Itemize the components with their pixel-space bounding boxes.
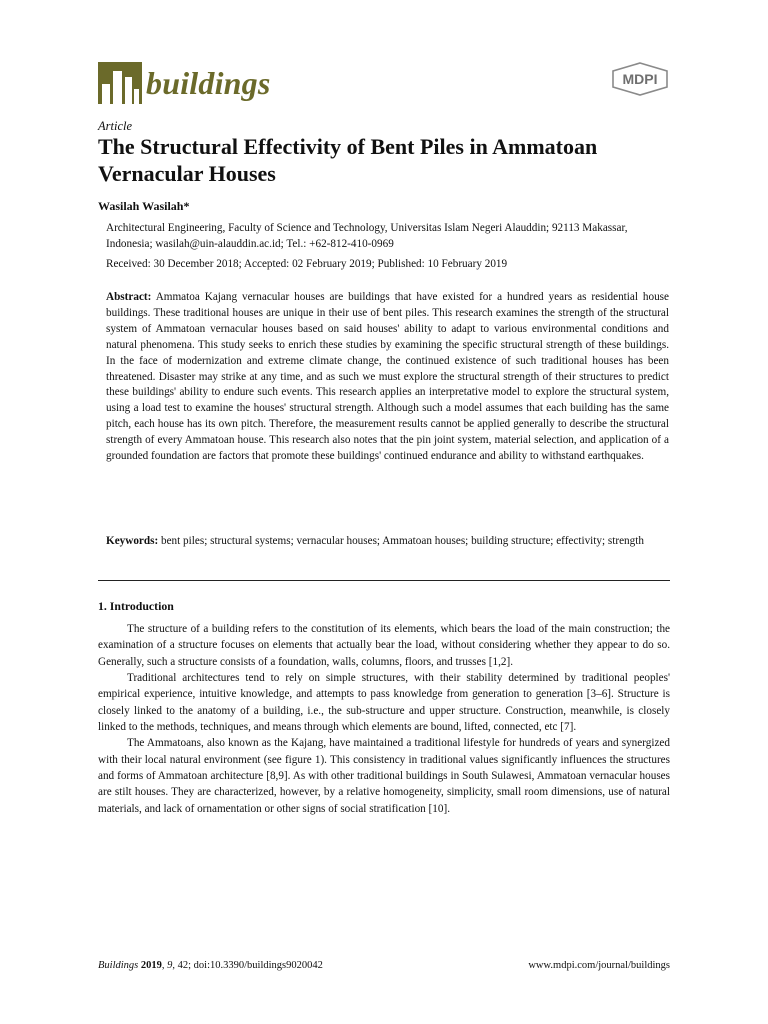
abstract [106, 290, 669, 465]
body-paragraph: The structure of a building refers to the constitution of its elements, which bears the load of the main construction; the examination of a structure focuses on elements that actually bear the load, without considering whether they appear to do so. Generally, such a structure consists of a foundation, walls, columns, floors, and trusses [1,2]. [98, 623, 670, 668]
author-list: Wasilah Wasilah* [98, 199, 190, 213]
section-divider [98, 580, 670, 581]
journal-name: buildings [146, 65, 271, 101]
author-affiliation: Architectural Engineering, Faculty of Science and Technology, Universitas Islam Negeri Alauddin; 92113 Makassar, Indonesia; wasilah@uin-alauddin.ac.id; Tel.: +62-812-410-0969 [106, 222, 628, 250]
footer-volume: 9 [167, 960, 173, 971]
abstract-text: Ammatoa Kajang vernacular houses are buildings that have existed for a hundred years as residential house buildings. These traditional houses are unique in their use of bent piles. This research examines the strength of the structural system of Ammatoan vernacular houses based on said houses' ability to adapt to various environmental conditions and natural phenomena. This study seeks to enrich these studies by examining the specific structural strength of these buildings. In the face of modernization and extreme climate change, the continued existence of such traditional houses has been threatened. Disaster may strike at any time, and as such we must explore the structural strength of their structures to predict these buildings' ability to endure such events. This research applies an interpretative model to explore the structural system, using a load test to examine the houses' structural strength. Although such a model assumes that each building has the same pitch, each house has its own pitch. Therefore, the measurement results cannot be applied generally to describe the structural strength of every Ammatoan house. This research also notes that the pin joint system, material selection, and application of a grounded foundation are factors that promote these buildings' continued endurance and ability to withstand earthquakes. [106, 291, 669, 463]
paper-title: The Structural Effectivity of Bent Piles in Ammatoan Vernacular Houses [98, 134, 598, 186]
body-paragraph: The Ammatoans, also known as the Kajang, have maintained a traditional lifestyle for hundreds of years and synergized with their local natural environment (see figure 1). This consistency in traditional values significantly influences the structures and forms of Ammatoan architecture [8,9]. As with other traditional buildings in South Sulawesi, Ammatoan vernacular houses are stilt houses. They are characterized, however, by a relative homogeneity, simplicity, small room dimensions, use of natural materials, and lack of ornamentation or other signs of social stratification [10]. [98, 737, 670, 815]
footer-doi: , 42; doi:10.3390/buildings9020042 [172, 960, 323, 971]
citation-footer: Buildings 2019, 9, 42; doi:10.3390/buildings9020042 [98, 960, 323, 971]
keywords [106, 533, 669, 550]
section-heading: 1. Introduction [98, 599, 174, 613]
mdpi-logo-text: MDPI [622, 71, 658, 87]
article-type: Article [98, 119, 133, 133]
journal-logo [98, 62, 271, 104]
footer-journal: Buildings [98, 960, 139, 971]
body-paragraph: Traditional architectures tend to rely on simple structures, with their stability determined by traditional peoples' empirical experience, intuitive knowledge, and attempts to pass knowledge from generation to generation [3–6]. Structure is closely linked to the anatomy of a building, i.e., the sub-structure and upper structure. Construction, meanwhile, is closely linked to the methods, techniques, and means through which elements are bound, lifted, connected, etc [7]. [98, 672, 670, 734]
keywords-text: bent piles; structural systems; vernacular houses; Ammatoan houses; building structure; effectivity; strength [161, 535, 644, 547]
footer-year: 2019 [140, 960, 162, 971]
abstract-label: Abstract: [106, 291, 152, 303]
section-body [98, 621, 670, 817]
keywords-label: Keywords: [106, 535, 159, 547]
journal-url[interactable]: www.mdpi.com/journal/buildings [528, 960, 670, 971]
mdpi-logo-icon [610, 62, 670, 96]
publication-dates: Received: 30 December 2018; Accepted: 02 February 2019; Published: 10 February 2019 [106, 258, 508, 270]
buildings-logo-icon [98, 62, 142, 104]
